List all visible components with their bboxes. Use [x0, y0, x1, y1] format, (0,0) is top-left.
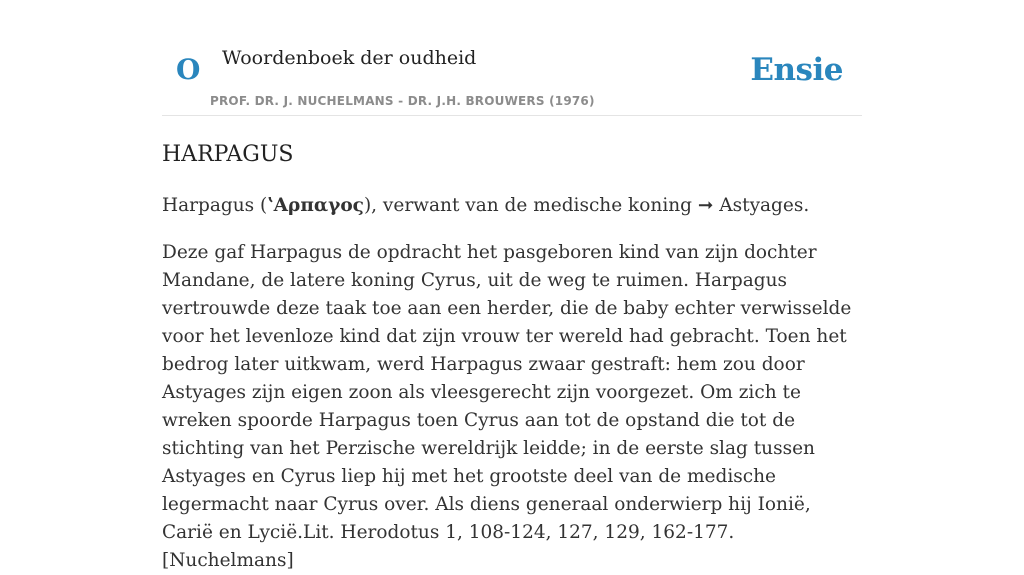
entry-body: Deze gaf Harpagus de opdracht het pasgeboren kind van zijn dochter Mandane, de latere koning Cyrus, uit de weg te ruimen. Harpagus vertrouwde deze taak toe aan een herder, die de baby echter verwisselde voor het levenloze kind dat zijn vrouw ter wereld had gebracht. Toen het bedrog later uitkwam, werd Harpagus zwaar gestraft: hem zou door Astyages zijn eigen zoon als vleesgerecht zijn voorgezet. Om zich te wreken spoorde Harpagus toen Cyrus aan tot de opstand die tot de stichting van het Perzische wereldrijk leidde; in de eerste slag tussen Astyages en Cyrus liep hij met het grootste deel van de medische legermacht naar Cyrus over. Als diens generaal onderwierp hij Ionië, Carië en Lycië.Lit. Herodotus 1, 108-124, 127, 129, 162-177. [Nuchelmans]: [162, 242, 852, 571]
astyages-link[interactable]: Astyages: [719, 195, 804, 216]
book-title[interactable]: Woordenboek der oudheid: [222, 47, 477, 69]
brand-logo[interactable]: Ensie: [750, 52, 843, 88]
page-container: [162, 0, 862, 571]
arrow-icon: ➞: [697, 195, 714, 216]
intro-after: .: [803, 195, 810, 216]
authors-line: PROF. DR. J. NUCHELMANS - DR. J.H. BROUWERS (1976): [210, 94, 595, 108]
greek-name: ʽΑρπαγος: [267, 195, 364, 216]
header: [162, 0, 862, 116]
intro-before: Harpagus (: [162, 195, 268, 216]
intro-middle: ), verwant van de medische koning: [363, 195, 698, 216]
entry-title: HARPAGUS: [162, 142, 294, 167]
entry-intro: [162, 192, 862, 220]
volume-letter[interactable]: O: [176, 53, 201, 86]
